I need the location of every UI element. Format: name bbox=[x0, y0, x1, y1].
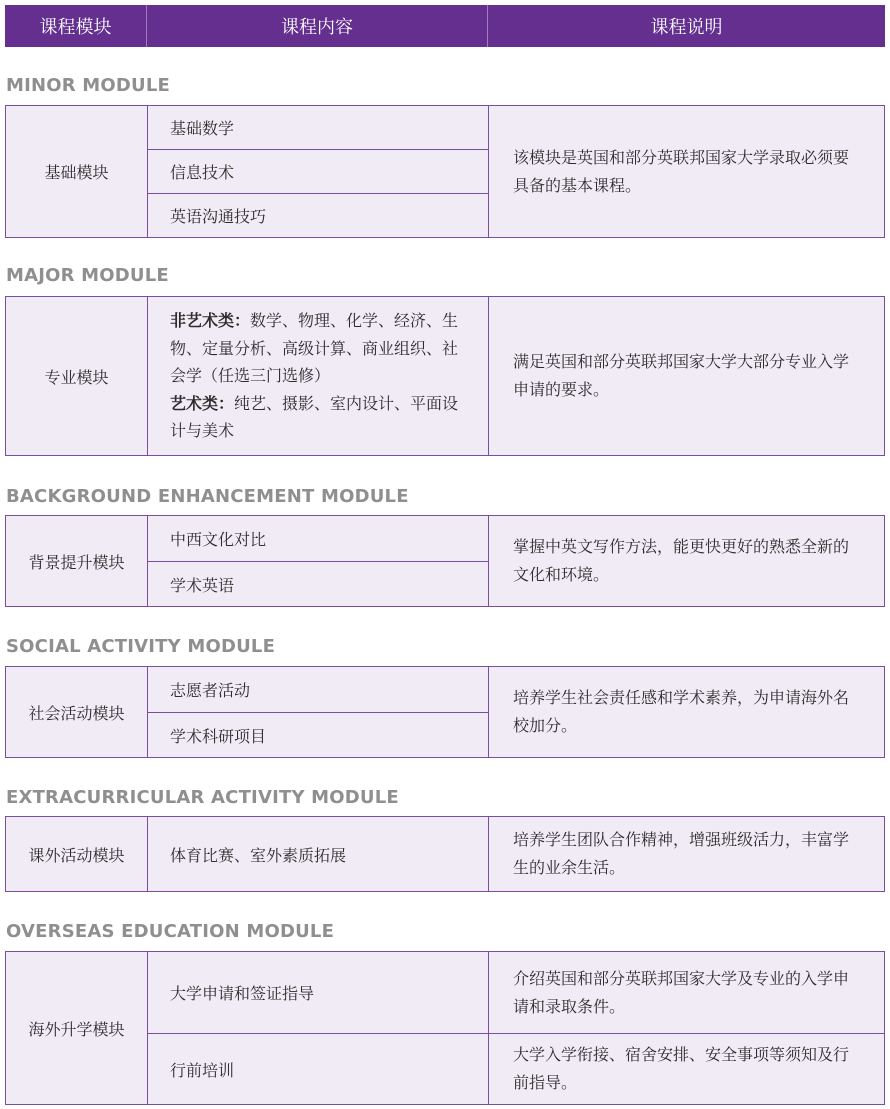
list-item: 基础数学 bbox=[148, 106, 488, 150]
module-block-minor bbox=[5, 105, 885, 238]
header-description: 课程说明 bbox=[650, 17, 723, 38]
list-item: 体育比赛、室外素质拓展 bbox=[170, 845, 347, 865]
module-block-extracurricular bbox=[5, 816, 885, 892]
module-name: 海外升学模块 bbox=[6, 952, 148, 1104]
module-items bbox=[148, 952, 489, 1104]
module-items bbox=[148, 516, 489, 606]
module-items bbox=[148, 106, 489, 237]
module-name: 基础模块 bbox=[6, 106, 148, 237]
list-item: 大学申请和签证指导 bbox=[148, 952, 488, 1034]
module-description: 介绍英国和部分英联邦国家大学及专业的入学申请和录取条件。 bbox=[489, 952, 884, 1034]
table-header bbox=[5, 5, 885, 47]
module-block-overseas bbox=[5, 951, 885, 1105]
list-item: 志愿者活动 bbox=[148, 667, 488, 713]
module-block-major bbox=[5, 296, 885, 456]
section-title-overseas: OVERSEAS EDUCATION MODULE bbox=[6, 921, 335, 942]
module-description: 培养学生社会责任感和学术素养，为申请海外名校加分。 bbox=[513, 688, 850, 735]
major-courses bbox=[148, 297, 488, 455]
module-description: 该模块是英国和部分英联邦国家大学录取必须要具备的基本课程。 bbox=[513, 147, 850, 195]
non-art-label: 非艺术类： bbox=[170, 311, 251, 330]
module-name: 背景提升模块 bbox=[6, 516, 148, 606]
section-title-major: MAJOR MODULE bbox=[6, 265, 169, 286]
module-description: 满足英国和部分英联邦国家大学大部分专业入学申请的要求。 bbox=[513, 352, 850, 399]
module-block-social bbox=[5, 666, 885, 758]
list-item: 信息技术 bbox=[148, 150, 488, 194]
list-item: 学术英语 bbox=[170, 575, 235, 595]
module-items bbox=[148, 817, 489, 891]
module-block-background bbox=[5, 515, 885, 607]
section-title-social: SOCIAL ACTIVITY MODULE bbox=[6, 636, 276, 657]
list-item: 行前培训 bbox=[170, 1060, 235, 1080]
section-title-extracurricular: EXTRACURRICULAR ACTIVITY MODULE bbox=[6, 787, 399, 808]
module-description: 培养学生团队合作精神，增强班级活力，丰富学生的业余生活。 bbox=[513, 830, 850, 877]
section-title-minor: MINOR MODULE bbox=[6, 75, 171, 96]
art-label: 艺术类： bbox=[170, 393, 235, 413]
header-module: 课程模块 bbox=[5, 5, 147, 47]
list-item: 学术科研项目 bbox=[170, 726, 267, 746]
list-item: 英语沟通技巧 bbox=[170, 207, 267, 226]
list-item: 中西文化对比 bbox=[148, 516, 488, 562]
module-name: 专业模块 bbox=[6, 297, 148, 455]
module-description: 大学入学衔接、宿舍安排、安全事项等须知及行前指导。 bbox=[513, 1045, 850, 1092]
non-art-text: 数学、物理、化学、经济、生物、定量分析、高级计算、商业组织、社会学（任选三门选修） bbox=[170, 311, 459, 385]
module-description: 掌握中英文写作方法，能更快更好的熟悉全新的文化和环境。 bbox=[513, 537, 850, 584]
module-items bbox=[148, 667, 489, 757]
module-items bbox=[148, 297, 489, 455]
module-name: 课外活动模块 bbox=[6, 817, 148, 891]
section-title-background: BACKGROUND ENHANCEMENT MODULE bbox=[6, 486, 409, 507]
art-text: 纯艺、摄影、室内设计、平面设计与美术 bbox=[170, 393, 459, 440]
module-name: 社会活动模块 bbox=[6, 667, 148, 757]
header-content: 课程内容 bbox=[147, 5, 488, 47]
